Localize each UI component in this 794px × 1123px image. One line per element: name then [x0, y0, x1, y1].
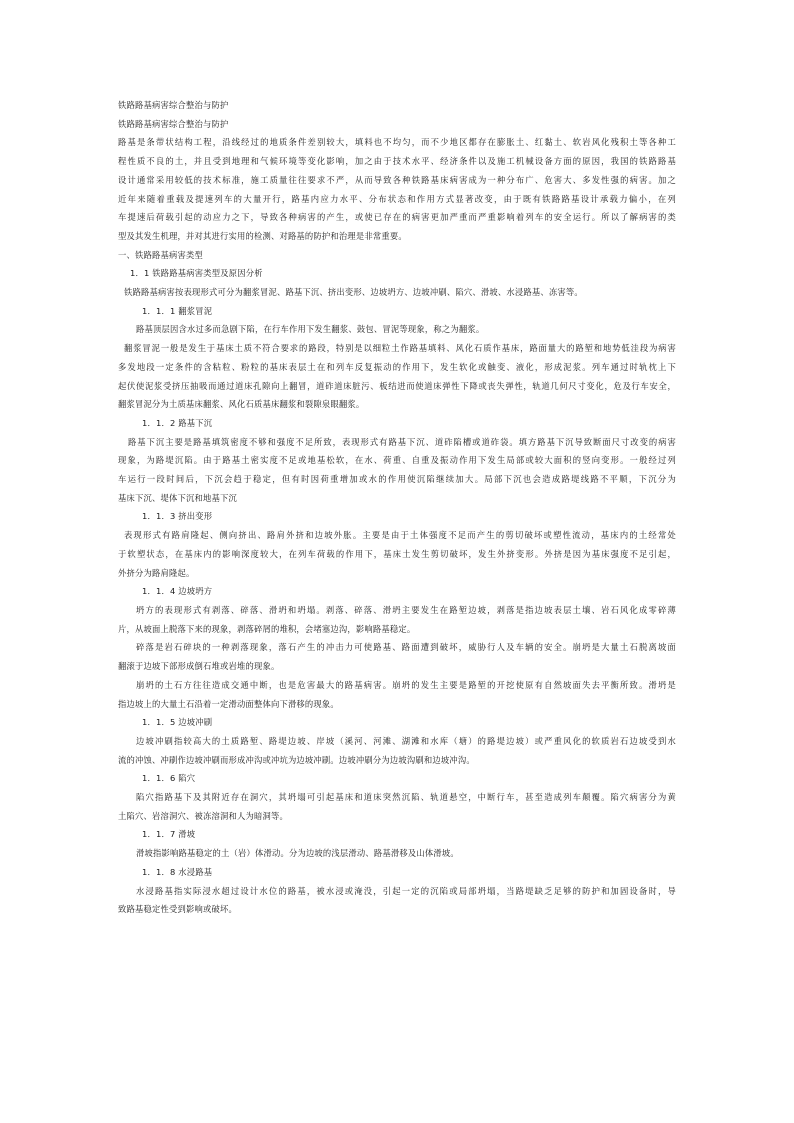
- paragraph-line: 于软塑状态，在基床内的影响深度较大，在列车荷载的作用下，基床土发生剪切破坏，发生外挤变形。外挤是因为基床强度不足引起，: [118, 548, 676, 559]
- subsubsection-heading: 1．1．7 滑坡: [142, 829, 196, 840]
- subsubsection-heading: 1．1．6 陷穴: [142, 773, 196, 784]
- paragraph-line: 路基顶层因含水过多而急剧下陷，在行车作用下发生翻浆、鼓包、冒泥等现象，称之为翻浆。: [136, 324, 485, 335]
- paragraph-line: 铁路路基病害按表现形式可分为翻浆冒泥、路基下沉、挤出变形、边坡坍方、边坡冲刷、陷穴、滑坡、水浸路基、冻害等。: [124, 287, 583, 298]
- paragraph-extrusion: [118, 526, 676, 582]
- subsubsection-heading: 1．1．3 挤出变形: [142, 511, 213, 522]
- paragraph-slope-erosion: [118, 732, 676, 769]
- paragraph-line: 现象，为路堤沉陷。由于路基土密实度不足或地基松软，在水、荷重、自重及振动作用下发生局部或较大面积的竖向变形。一般经过列: [118, 455, 676, 466]
- paragraph-line: 土陷穴、岩溶洞穴、被冻溶洞和人为暗洞等。: [118, 810, 288, 821]
- paragraph-line: 外挤分为路肩隆起。: [118, 567, 195, 578]
- paragraph-line: 程性质不良的土，并且受到地理和气候环境等变化影响，加之由于技术水平、经济条件以及施工机械设备方面的原因，我国的铁路路基: [118, 156, 676, 167]
- paragraph-line: 路基是条带状结构工程，沿线经过的地质条件差别较大，填料也不均匀，而不少地区都存在膨胀土、红黏土、软岩风化残积土等各种工: [118, 137, 676, 148]
- paragraph-line: 崩坍的土石方往往造成交通中断，也是危害最大的路基病害。崩坍的发生主要是路堑的开挖使原有自然坡面失去平衡所致。滑坍是: [136, 679, 676, 690]
- intro-paragraph: [118, 133, 676, 245]
- paragraph-line: 设计通常采用较低的技术标准，施工质量往往要求不严，从而导致各种铁路基床病害成为一种分布广、危害大、多发性强的病害。加之: [118, 174, 676, 185]
- paragraph-line: 路基下沉主要是路基填筑密度不够和强度不足所致，表现形式有路基下沉、道砟陷槽或道砟袋。填方路基下沉导致断面尺寸改变的病害: [128, 436, 676, 447]
- paragraph-landslide: [118, 844, 676, 863]
- paragraph-line: 坍方的表现形式有剥落、碎落、滑坍和坍塌。剥落、碎落、滑坍主要发生在路堑边坡，剥落是指边坡表层土壤、岩石风化成零碎薄: [136, 604, 676, 615]
- paragraph-line: 指边坡上的大量土石沿着一定滑动面整体向下滑移的现象。: [118, 698, 339, 709]
- subsubsection-heading: 1．1．2 路基下沉: [142, 417, 213, 428]
- paragraph-line: 陷穴指路基下及其附近存在洞穴，其坍塌可引起基床和道床突然沉陷、轨道悬空，中断行车，甚至造成列车颠覆。陷穴病害分为黄: [136, 792, 676, 803]
- paragraph-slope-collapse: [118, 601, 676, 713]
- paragraph-line: 翻浆冒泥分为土质基床翻浆、风化石质基床翻浆和裂隙泉眼翻浆。: [118, 399, 365, 410]
- paragraph-line: 流的冲蚀、冲刷作边坡冲刷而形成冲沟或冲坑为边坡冲刷。边坡冲刷分为边坡沟刷和边坡冲沟。: [118, 754, 475, 765]
- document-subtitle: 铁路路基病害综合整治与防护: [118, 118, 229, 129]
- paragraph-subsidence: [118, 433, 676, 508]
- paragraph-line: 片，从坡面上脱落下来的现象，剥落碎屑的堆积，会堵塞边沟，影响路基稳定。: [118, 623, 416, 634]
- paragraph-line: 表现形式有路肩隆起、侧向挤出、路肩外挤和边坡外胀。主要是由于土体强度不足而产生的剪切破坏或塑性流动，基床内的土经常处: [124, 530, 676, 541]
- paragraph-line: 基床下沉、堤体下沉和地基下沉: [118, 492, 237, 503]
- paragraph-line: 车提速后荷载引起的动应力之下，导致各种病害的产生，或使已存在的病害更加严重而严重影响着列车的安全运行。所以了解病害的类: [118, 212, 676, 223]
- subsubsection-heading: 1．1．5 边坡冲刷: [142, 717, 213, 728]
- paragraph-line: 边坡冲刷指较高大的土质路堑、路堤边坡、岸坡（溪河、河滩、湖滩和水库（塘）的路堤边坡）或严重风化的软质岩石边坡受到水: [136, 735, 676, 746]
- subsection-heading: 1．1 铁路路基病害类型及原因分析: [130, 268, 263, 279]
- paragraph-flooded-subgrade: [118, 882, 676, 919]
- paragraph-mud-pumping: [118, 320, 676, 414]
- paragraph-line: 起伏使泥浆受挤压抽吸而通过道床孔隙向上翻冒，道砟道床脏污、板结进而使道床弹性下降或丧失弹性，轨道几何尺寸变化，危及行车安全，: [118, 380, 676, 391]
- paragraph-line: 近年来随着重载及提速列车的大量开行，路基内应力水平、分布状态和作用方式显著改变，由于既有铁路路基设计承载力偏小，在列: [118, 193, 676, 204]
- document-title: 铁路路基病害综合整治与防护: [118, 100, 229, 110]
- paragraph-line: 致路基稳定性受到影响或破坏。: [118, 904, 237, 915]
- paragraph-line: 水浸路基指实际浸水超过设计水位的路基，被水浸或淹没，引起一定的沉陷或局部坍塌，当路堤缺乏足够的防护和加固设备时，导: [136, 885, 676, 896]
- paragraph-line: 多发地段一定条件的含粘粒、粉粒的基床表层土在和列车反复振动的作用下，发生软化或触变、液化，形成泥浆。列车通过时轨枕上下: [118, 361, 676, 372]
- subsubsection-heading: 1．1．4 边坡坍方: [142, 586, 213, 597]
- paragraph-line: 翻浆冒泥一般是发生于基床土质不符合要求的路段，特别是以细粒土作路基填料、风化石质作基床，路面量大的路堑和地势低洼段为病害: [124, 343, 676, 354]
- subsubsection-heading: 1．1．8 水浸路基: [142, 866, 213, 877]
- paragraph-line: 翻滚于边坡下部形成倒石堆或岩堆的现象。: [118, 661, 280, 672]
- paragraph-line: 型及其发生机理，并对其进行实用的检测、对路基的防护和治理是非常重要。: [118, 230, 407, 241]
- paragraph-line: 滑坡指影响路基稳定的土（岩）体滑动。分为边坡的浅层滑动、路基滑移及山体滑坡。: [136, 848, 459, 859]
- paragraph-line: 碎落是岩石碎块的一种剥落现象，落石产生的冲击力可使路基、路面遭到破坏，威胁行人及车辆的安全。崩坍是大量土石脱离坡面: [136, 642, 676, 653]
- paragraph-line: 车运行一段时间后，下沉会趋于稳定，但有时因荷重增加或水的作用使沉陷继续加大。局部下沉也会造成路堤线路不平顺，下沉分为: [118, 474, 676, 485]
- document-body: [118, 96, 676, 919]
- paragraph-sinkhole: [118, 788, 676, 825]
- subsubsection-heading: 1．1．1 翻浆冒泥: [142, 305, 213, 316]
- section-heading: 一、铁路路基病害类型: [118, 249, 203, 260]
